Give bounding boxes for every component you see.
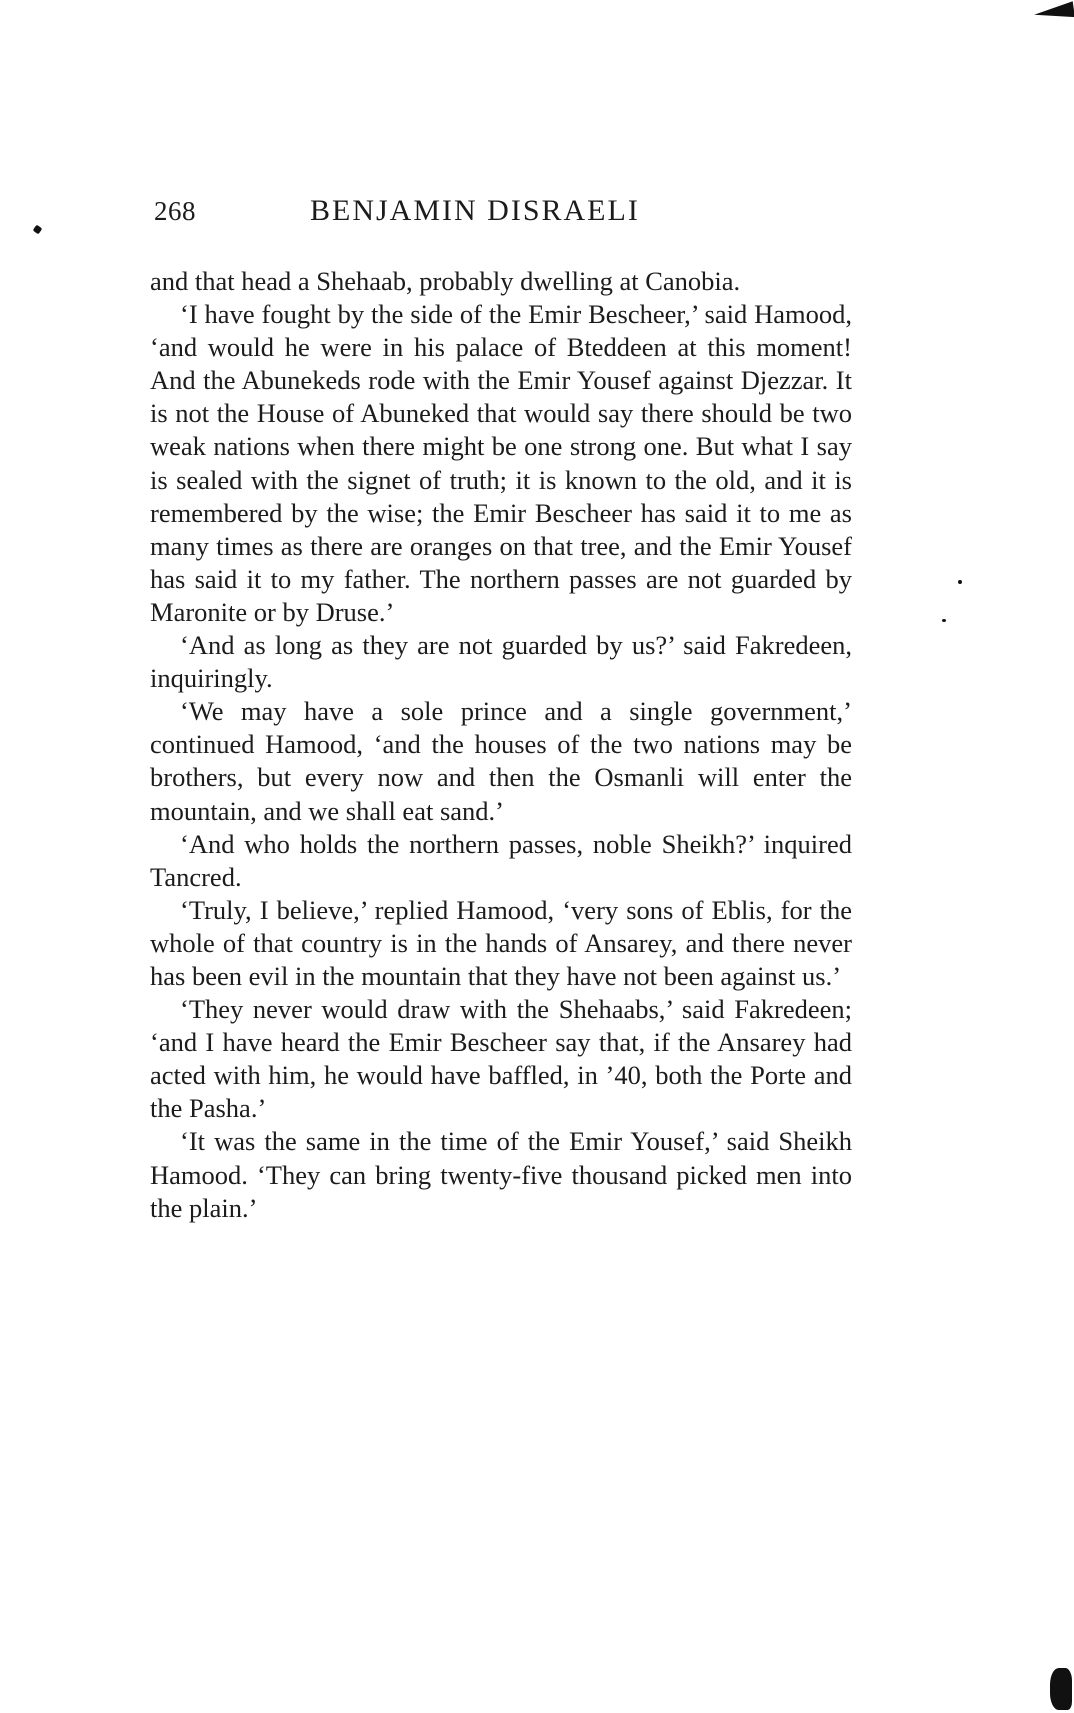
scan-margin-mark — [33, 225, 43, 235]
paragraph: ‘I have fought by the side of the Emir Bescheer,’ said Hamood, ‘and would he were in his palace of Bteddeen at this moment! And the Abunekeds rode with the Emir Yousef against Djezzar. It is not the House of Abuneked that would say there should be two weak nations when there might be one strong one. But what I say is sealed with the signet of truth; it is known to the old, and it is remembered by the wise; the Emir Bescheer has said it to me as many times as there are oranges on that tree, and the Emir Yousef has said it to my father. The northern passes are not guarded by Maronite or by Druse.’ — [150, 299, 852, 627]
paragraph: and that head a Shehaab, probably dwelling at Canobia. — [150, 266, 741, 296]
body-text — [150, 265, 852, 1225]
paragraph: ‘Truly, I believe,’ replied Hamood, ‘very sons of Eblis, for the whole of that country is in the hands of Ansarey, and there never has been evil in the mountain that they have not been against us.’ — [150, 894, 852, 991]
scan-speck — [942, 619, 946, 622]
scan-corner-mark — [1033, 1, 1074, 22]
page-number: 268 — [154, 196, 196, 226]
paragraph: ‘They never would draw with the Shehaabs,’ said Fakredeen; ‘and I have heard the Emir Bescheer say that, if the Ansarey had acted with him, he would have baffled, in ’40, both the Porte and the Pasha.’ — [150, 994, 852, 1124]
paragraph: ‘We may have a sole prince and a single government,’ continued Hamood, ‘and the houses of the two nations may be brothers, but every now and then the Osmanli will enter the mountain, and we shall eat sand.’ — [150, 696, 852, 826]
page-header — [150, 196, 850, 240]
scan-speck — [958, 580, 962, 584]
paragraph: ‘It was the same in the time of the Emir Yousef,’ said Sheikh Hamood. ‘They can bring twenty-five thousand picked men into the plain.’ — [150, 1126, 852, 1223]
paragraph: ‘And who holds the northern passes, noble Sheikh?’ inquired Tancred. — [150, 828, 852, 892]
paragraph: ‘And as long as they are not guarded by us?’ said Fakredeen, inquiringly. — [150, 630, 852, 694]
running-head: BENJAMIN DISRAELI — [310, 194, 640, 227]
scan-blot — [1050, 1668, 1072, 1710]
